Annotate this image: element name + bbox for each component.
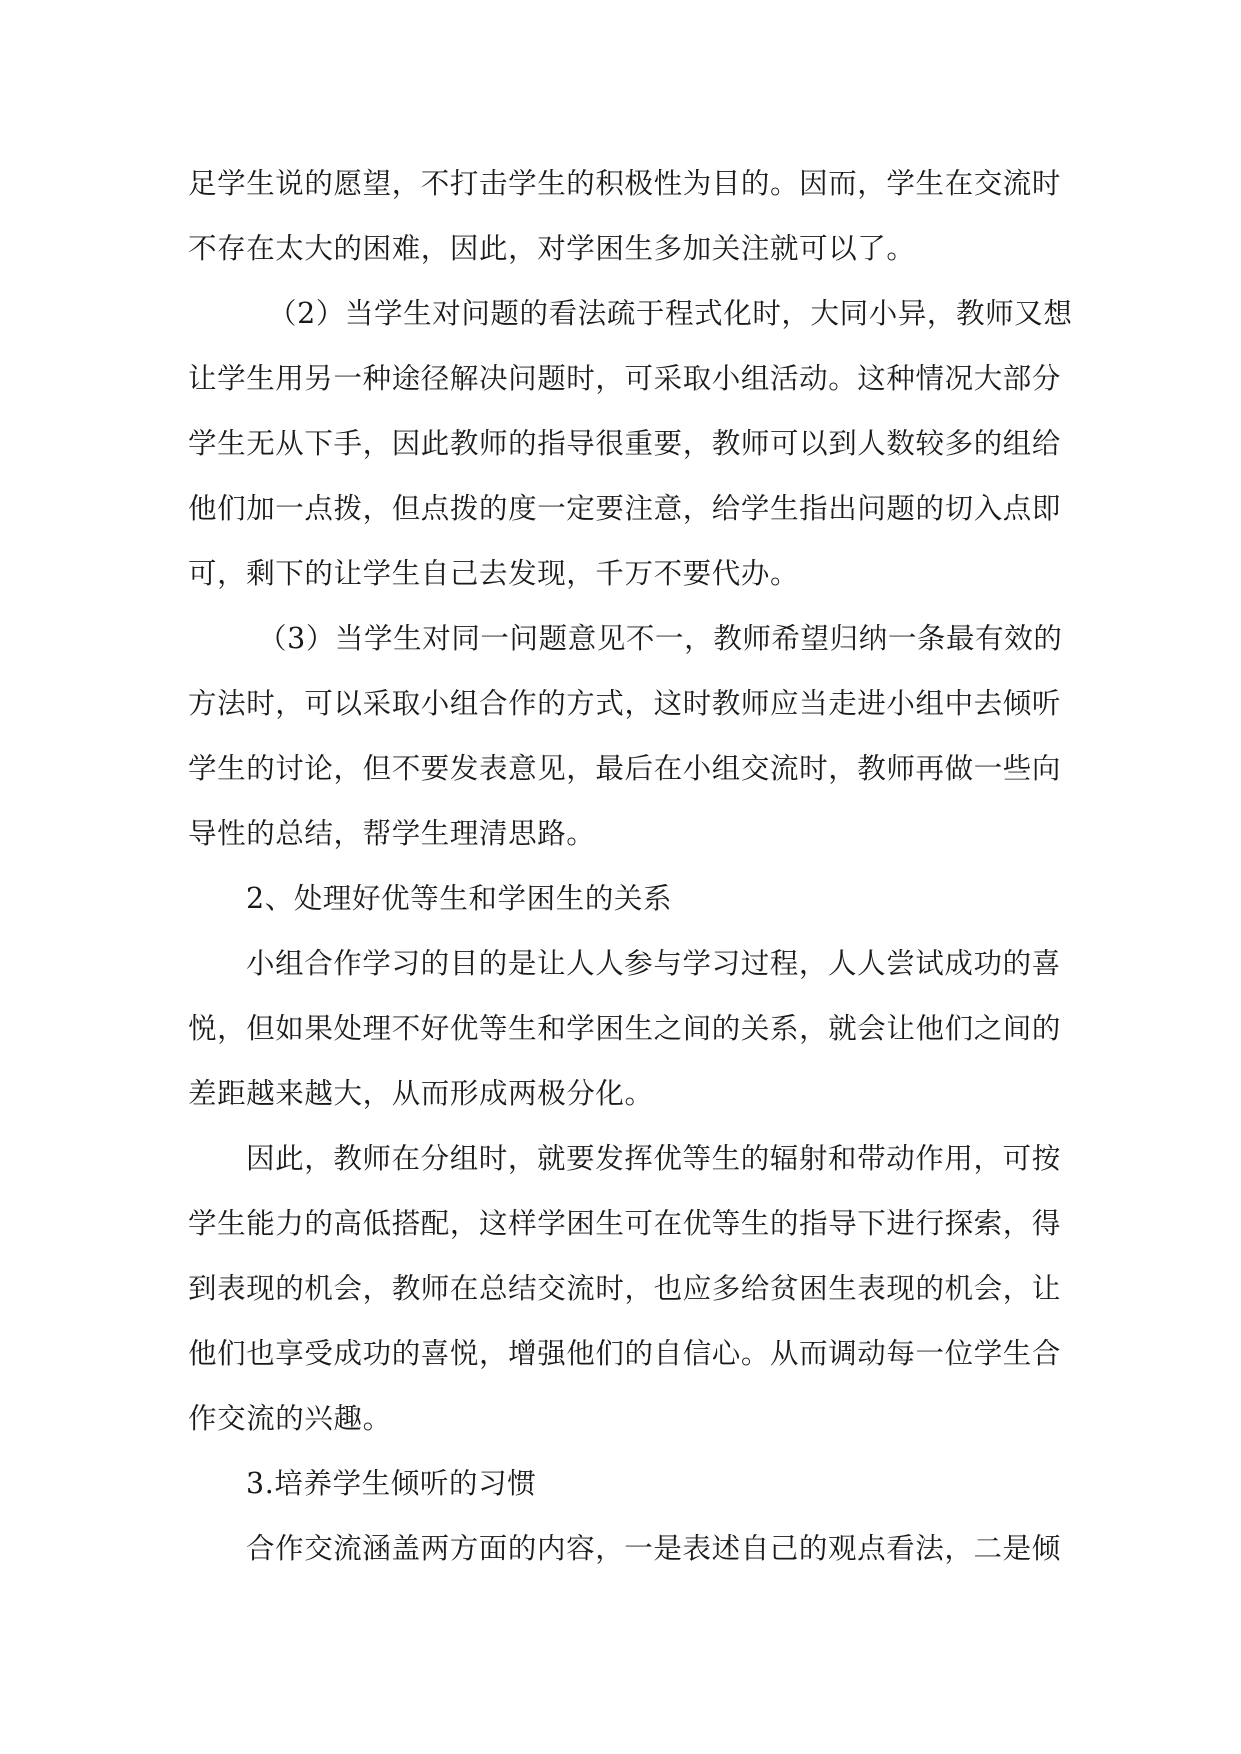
text-line: 学生的讨论，但不要发表意见，最后在小组交流时，教师再做一些向 — [188, 752, 1062, 785]
text-line: 让学生用另一种途径解决问题时，可采取小组活动。这种情况大部分 — [188, 362, 1062, 395]
text-line: 学生无从下手，因此教师的指导很重要，教师可以到人数较多的组给 — [188, 427, 1062, 460]
text-line: 导性的总结，帮学生理清思路。 — [188, 817, 596, 850]
text-line: （2）当学生对问题的看法疏于程式化时，大同小异，教师又想 — [268, 297, 1073, 330]
text-line: 到表现的机会，教师在总结交流时，也应多给贫困生表现的机会，让 — [188, 1272, 1062, 1305]
text-line: 因此，教师在分组时，就要发挥优等生的辐射和带动作用，可按 — [246, 1142, 1061, 1175]
section-heading: 3.培养学生倾听的习惯 — [246, 1467, 537, 1500]
section-heading: 2、处理好优等生和学困生的关系 — [246, 882, 673, 915]
text-line: 差距越来越大，从而形成两极分化。 — [188, 1077, 654, 1110]
text-line: 悦，但如果处理不好优等生和学困生之间的关系，就会让他们之间的 — [188, 1012, 1062, 1045]
text-line: 合作交流涵盖两方面的内容，一是表述自己的观点看法，二是倾 — [246, 1532, 1061, 1565]
text-line: 不存在太大的困难，因此，对学困生多加关注就可以了。 — [188, 232, 916, 265]
text-line: 他们加一点拨，但点拨的度一定要注意，给学生指出问题的切入点即 — [188, 492, 1062, 525]
text-line: 他们也享受成功的喜悦，增强他们的自信心。从而调动每一位学生合 — [188, 1337, 1062, 1370]
text-line: 足学生说的愿望，不打击学生的积极性为目的。因而，学生在交流时 — [188, 167, 1062, 200]
text-line: 可，剩下的让学生自己去发现，千万不要代办。 — [188, 557, 800, 590]
text-line: 作交流的兴趣。 — [188, 1402, 392, 1435]
text-line: 小组合作学习的目的是让人人参与学习过程，人人尝试成功的喜 — [246, 947, 1061, 980]
text-line: 学生能力的高低搭配，这样学困生可在优等生的指导下进行探索，得 — [188, 1207, 1062, 1240]
text-line: （3）当学生对同一问题意见不一，教师希望归纳一条最有效的 — [258, 622, 1063, 655]
text-line: 方法时，可以采取小组合作的方式，这时教师应当走进小组中去倾听 — [188, 687, 1062, 720]
